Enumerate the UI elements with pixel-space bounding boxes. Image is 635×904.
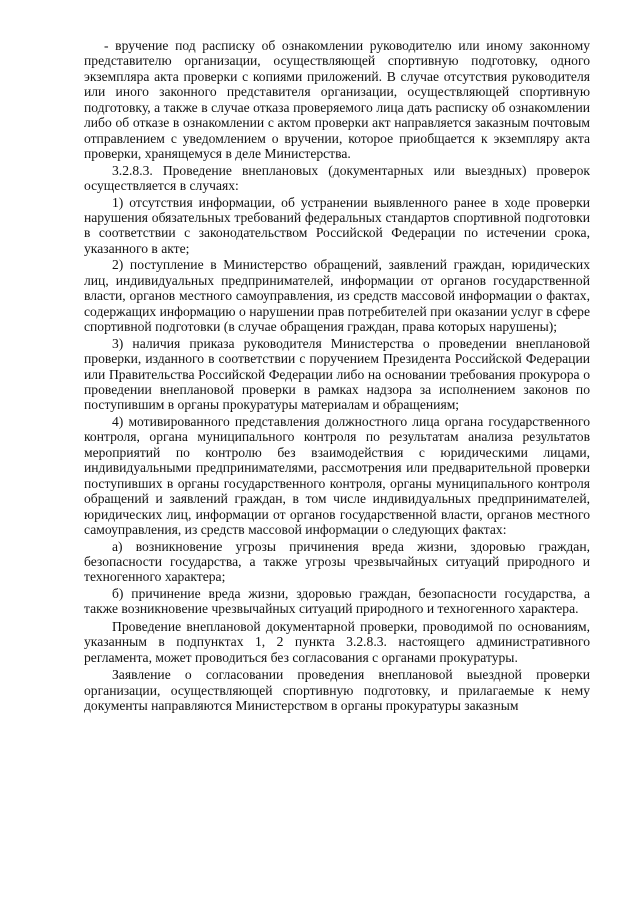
list-item-1: 1) отсутствия информации, об устранении выявленного ранее в ходе проверки нарушения обязательных требований федеральных стандартов спортивной подготовки в соответствии с законодательством Российской Федерации по истечении срока, указанного в акте; bbox=[84, 194, 590, 256]
sub-item-a: а) возникновение угрозы причинения вреда жизни, здоровью граждан, безопасности государства, а также угрозы чрезвычайных ситуаций природного и техногенного характера; bbox=[84, 538, 590, 585]
document-body bbox=[84, 38, 590, 714]
list-item-4: 4) мотивированного представления должностного лица органа государственного контроля, органа муниципального контроля по результатам анализа результатов мероприятий по контролю без взаимодействия с юридическими лицами, индивидуальными предпринимателями, рассмотрения или предварительной проверки поступивших в органы государственного контроля, органы муниципального контроля обращений и заявлений граждан, в том числе индивидуальных предпринимателей, юридических лиц, информации от органов государственной власти, органов местного самоуправления, из средств массовой информации о следующих фактах: bbox=[84, 413, 590, 538]
paragraph-application-for-approval: Заявление о согласовании проведения внеплановой выездной проверки организации, осуществляющей спортивную подготовку, и прилагаемые к нему документы направляются Министерством в органы прокуратуры заказным bbox=[84, 667, 590, 714]
list-item-3: 3) наличия приказа руководителя Министерства о проведении внеплановой проверки, изданного в соответствии с поручением Президента Российской Федерации или Правительства Российской Федерации либо на основании требования прокурора о проведении внеплановой проверки в рамках надзора за исполнением законов по поступившим в органы прокуратуры материалам и обращениям; bbox=[84, 335, 590, 413]
sub-item-b: б) причинение вреда жизни, здоровью граждан, безопасности государства, а также возникновение чрезвычайных ситуаций природного и техногенного характера. bbox=[84, 585, 590, 617]
list-item-2: 2) поступление в Министерство обращений, заявлений граждан, юридических лиц, индивидуальных предпринимателей, информации от органов государственной власти, органов местного самоуправления, из средств массовой информации о фактах, содержащих информацию о нарушении прав потребителей при оказании услуг в сфере спортивной подготовки (в случае обращения граждан, права которых нарушены); bbox=[84, 257, 590, 335]
paragraph-unscheduled-documentary-check: Проведение внеплановой документарной проверки, проводимой по основаниям, указанным в подпунктах 1, 2 пункта 3.2.8.3. настоящего административного регламента, может проводиться без согласования с органами прокуратуры. bbox=[84, 618, 590, 665]
paragraph-section-3-2-8-3: 3.2.8.3. Проведение внеплановых (документарных или выездных) проверок осуществляется в случаях: bbox=[84, 162, 590, 194]
paragraph-delivery-of-act: - вручение под расписку об ознакомлении руководителю или иному законному представителю организации, осуществляющей спортивную подготовку, одного экземпляра акта проверки с копиями приложений. В случае отсутствия руководителя или иного законного представителя организации, осуществляющей спортивную подготовку, а также в случае отказа проверяемого лица дать расписку об ознакомлении либо об отказе в ознакомлении с актом проверки акт направляется заказным почтовым отправлением с уведомлением о вручении, которое приобщается к экземпляру акта проверки, хранящемуся в деле Министерства. bbox=[84, 38, 590, 162]
